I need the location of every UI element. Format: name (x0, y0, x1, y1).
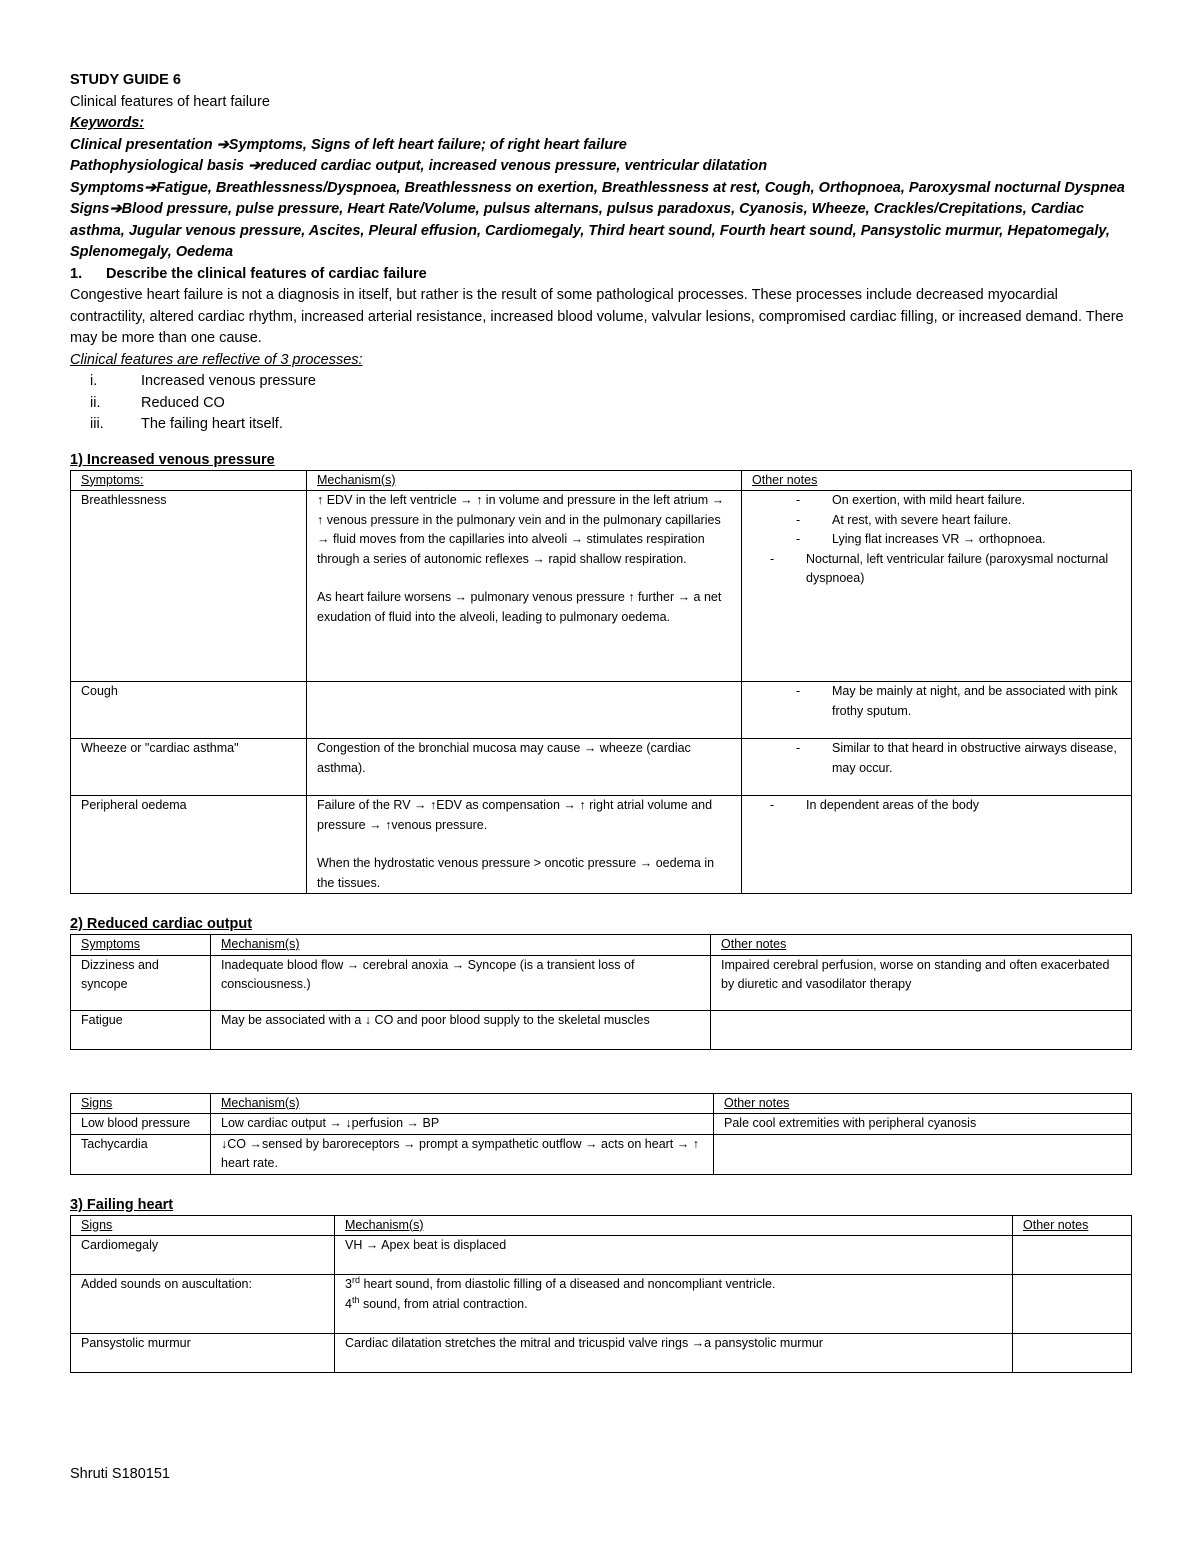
symptom-cell: Breathlessness (71, 491, 307, 682)
mechanism-cell: Inadequate blood flow → cerebral anoxia → Syncope (is a transient loss of consciousness.) (211, 955, 711, 1010)
process-item (70, 371, 1132, 393)
note-item: - At rest, with severe heart failure. (752, 511, 1121, 531)
mechanism-cell (307, 796, 742, 894)
column-header: Signs (71, 1215, 335, 1236)
table-header-row (71, 1093, 1132, 1114)
section-2-title: 2) Reduced cardiac output (70, 916, 253, 932)
column-header: Other notes (1013, 1215, 1132, 1236)
table-row (71, 796, 1132, 894)
notes-cell: Impaired cerebral perfusion, worse on standing and often exacerbated by diuretic and vasodilator therapy (711, 955, 1132, 1010)
footer-author: Shruti S180151 (70, 1466, 170, 1482)
column-header: Signs (71, 1093, 211, 1114)
notes-cell (742, 739, 1132, 796)
process-number: i. (90, 373, 98, 389)
mechanism-cell: Congestion of the bronchial mucosa may cause → wheeze (cardiac asthma). (307, 739, 742, 796)
section-3-title: 3) Failing heart (70, 1196, 174, 1213)
mechanism-cell (335, 1275, 1013, 1334)
symptom-cell: Wheeze or "cardiac asthma" (71, 739, 307, 796)
keywords-label: Keywords: (70, 115, 145, 131)
mechanism-cell (307, 682, 742, 739)
process-text: Reduced CO (141, 394, 225, 411)
mechanism-cell: May be associated with a ↓ CO and poor blood supply to the skeletal muscles (211, 1010, 711, 1049)
mechanism-text: As heart failure worsens → pulmonary venous pressure ↑ further → a net exudation of fluid into the alveoli, leading to pulmonary oedema. (317, 590, 722, 624)
table-row (71, 491, 1132, 682)
table-row (71, 682, 1132, 739)
notes-cell (711, 1010, 1132, 1049)
mechanism-cell: VH → Apex beat is displaced (335, 1236, 1013, 1275)
table-row (71, 1275, 1132, 1334)
symptom-cell: Fatigue (71, 1010, 211, 1049)
sign-cell: Pansystolic murmur (71, 1334, 335, 1373)
doc-title: STUDY GUIDE 6 (70, 72, 181, 88)
table-row (71, 955, 1132, 1010)
mechanism-text: heart sound, from diastolic filling of a diseased and noncompliant ventricle. (359, 1277, 776, 1291)
mechanism-text: When the hydrostatic venous pressure > oncotic pressure → oedema in the tissues. (317, 856, 715, 890)
column-header: Other notes (711, 935, 1132, 956)
note-item: - Similar to that heard in obstructive airways disease, may occur. (752, 739, 1121, 778)
table-header-row (71, 470, 1132, 491)
notes-cell (714, 1134, 1132, 1174)
note-item: - In dependent areas of the body (752, 796, 1121, 816)
column-header: Mechanism(s) (335, 1215, 1013, 1236)
mechanism-text: Failure of the RV → ↑EDV as compensation → ↑ right atrial volume and pressure → ↑venous pressure. (317, 798, 713, 832)
mechanism-cell: Cardiac dilatation stretches the mitral and tricuspid valve rings →a pansystolic murmur (335, 1334, 1013, 1373)
notes-cell (742, 491, 1132, 682)
venous-pressure-table (70, 470, 1132, 895)
sound-number: 3 (345, 1277, 352, 1291)
notes-cell: Pale cool extremities with peripheral cyanosis (714, 1114, 1132, 1135)
question-1 (70, 264, 1132, 286)
section-1-title: 1) Increased venous pressure (70, 451, 275, 468)
process-text: Increased venous pressure (141, 373, 316, 389)
notes-cell (1013, 1236, 1132, 1275)
processes-label: Clinical features are reflective of 3 processes: (70, 351, 363, 368)
table-header-row (71, 935, 1132, 956)
table-row (71, 1114, 1132, 1135)
table-row (71, 739, 1132, 796)
failing-heart-table (70, 1215, 1132, 1374)
process-number: ii. (90, 394, 101, 411)
note-item: - On exertion, with mild heart failure. (752, 491, 1121, 511)
column-header: Other notes (742, 470, 1132, 491)
table-row (71, 1010, 1132, 1049)
symptom-cell: Cough (71, 682, 307, 739)
notes-cell (1013, 1275, 1132, 1334)
notes-cell (742, 682, 1132, 739)
mechanism-cell (307, 491, 742, 682)
process-text: The failing heart itself. (141, 416, 283, 432)
column-header: Mechanism(s) (307, 470, 742, 491)
keyword-line: Signs➔Blood pressure, pulse pressure, Heart Rate/Volume, pulsus alternans, pulsus paradoxus, Cyanosis, Wheeze, Crackles/Crepitations, Cardiac asthma, Jugular venous pressure, Ascites, Pleural effusion, Cardiomegaly, Third heart sound, Fourth heart sound, Pansystolic murmur, Hepatomegaly, Splenomegaly, Oedema (70, 201, 1110, 260)
sound-number: 4 (345, 1296, 352, 1311)
symptom-cell: Dizziness and syncope (71, 955, 211, 1010)
ordinal-suffix: rd (351, 1274, 360, 1285)
intro-paragraph: Congestive heart failure is not a diagnosis in itself, but rather is the result of some pathological processes. These processes include decreased myocardial contractility, altered cardiac rhythm, increased arterial resistance, increased blood volume, valvular lesions, compromised cardiac filling, or increased demand. There may be more than one cause. (70, 287, 1124, 346)
column-header: Other notes (714, 1093, 1132, 1114)
sign-cell: Tachycardia (71, 1134, 211, 1174)
symptom-cell: Peripheral oedema (71, 796, 307, 894)
keyword-line: Clinical presentation ➔Symptoms, Signs of left heart failure; of right heart failure (70, 136, 627, 153)
question-number: 1. (70, 265, 83, 282)
keyword-line: Symptoms➔Fatigue, Breathlessness/Dyspnoea, Breathlessness on exertion, Breathlessness at rest, Cough, Orthopnoea, Paroxysmal nocturnal Dyspnea (70, 179, 1125, 196)
sign-cell: Cardiomegaly (71, 1236, 335, 1275)
column-header: Symptoms: (71, 470, 307, 491)
note-item: - Lying flat increases VR → orthopnoea. (752, 530, 1121, 550)
mechanism-cell: ↓CO →sensed by baroreceptors → prompt a sympathetic outflow → acts on heart → ↑ heart rate. (211, 1134, 714, 1174)
table-row (71, 1236, 1132, 1275)
process-item (70, 414, 1132, 436)
notes-cell (1013, 1334, 1132, 1373)
table-header-row (71, 1215, 1132, 1236)
doc-subtitle: Clinical features of heart failure (70, 93, 270, 110)
notes-cell (742, 796, 1132, 894)
process-number: iii. (90, 416, 104, 432)
mechanism-text: sound, from atrial contraction. (359, 1296, 528, 1311)
keyword-line: Pathophysiological basis ➔reduced cardiac output, increased venous pressure, ventricular dilatation (70, 158, 768, 174)
document-page (70, 70, 1132, 1373)
table-row (71, 1334, 1132, 1373)
table-row (71, 1134, 1132, 1174)
column-header: Mechanism(s) (211, 935, 711, 956)
question-text: Describe the clinical features of cardiac failure (106, 265, 427, 282)
cardiac-output-symptoms-table (70, 934, 1132, 1050)
mechanism-cell: Low cardiac output → ↓perfusion → BP (211, 1114, 714, 1135)
column-header: Symptoms (71, 935, 211, 956)
ordinal-suffix: th (351, 1294, 360, 1305)
cardiac-output-signs-table (70, 1093, 1132, 1175)
sign-cell: Low blood pressure (71, 1114, 211, 1135)
process-item (70, 393, 1132, 415)
note-item: - May be mainly at night, and be associated with pink frothy sputum. (752, 682, 1121, 721)
sign-cell: Added sounds on auscultation: (71, 1275, 335, 1334)
column-header: Mechanism(s) (211, 1093, 714, 1114)
note-item: - Nocturnal, left ventricular failure (paroxysmal nocturnal dyspnoea) (752, 550, 1121, 589)
mechanism-text: ↑ EDV in the left ventricle → ↑ in volume and pressure in the left atrium → ↑ venous pressure in the pulmonary vein and in the pulmonary capillaries → fluid moves from the capillaries into alveoli → stimulates respiration through a series of autonomic reflexes → rapid shallow respiration. (317, 493, 725, 566)
